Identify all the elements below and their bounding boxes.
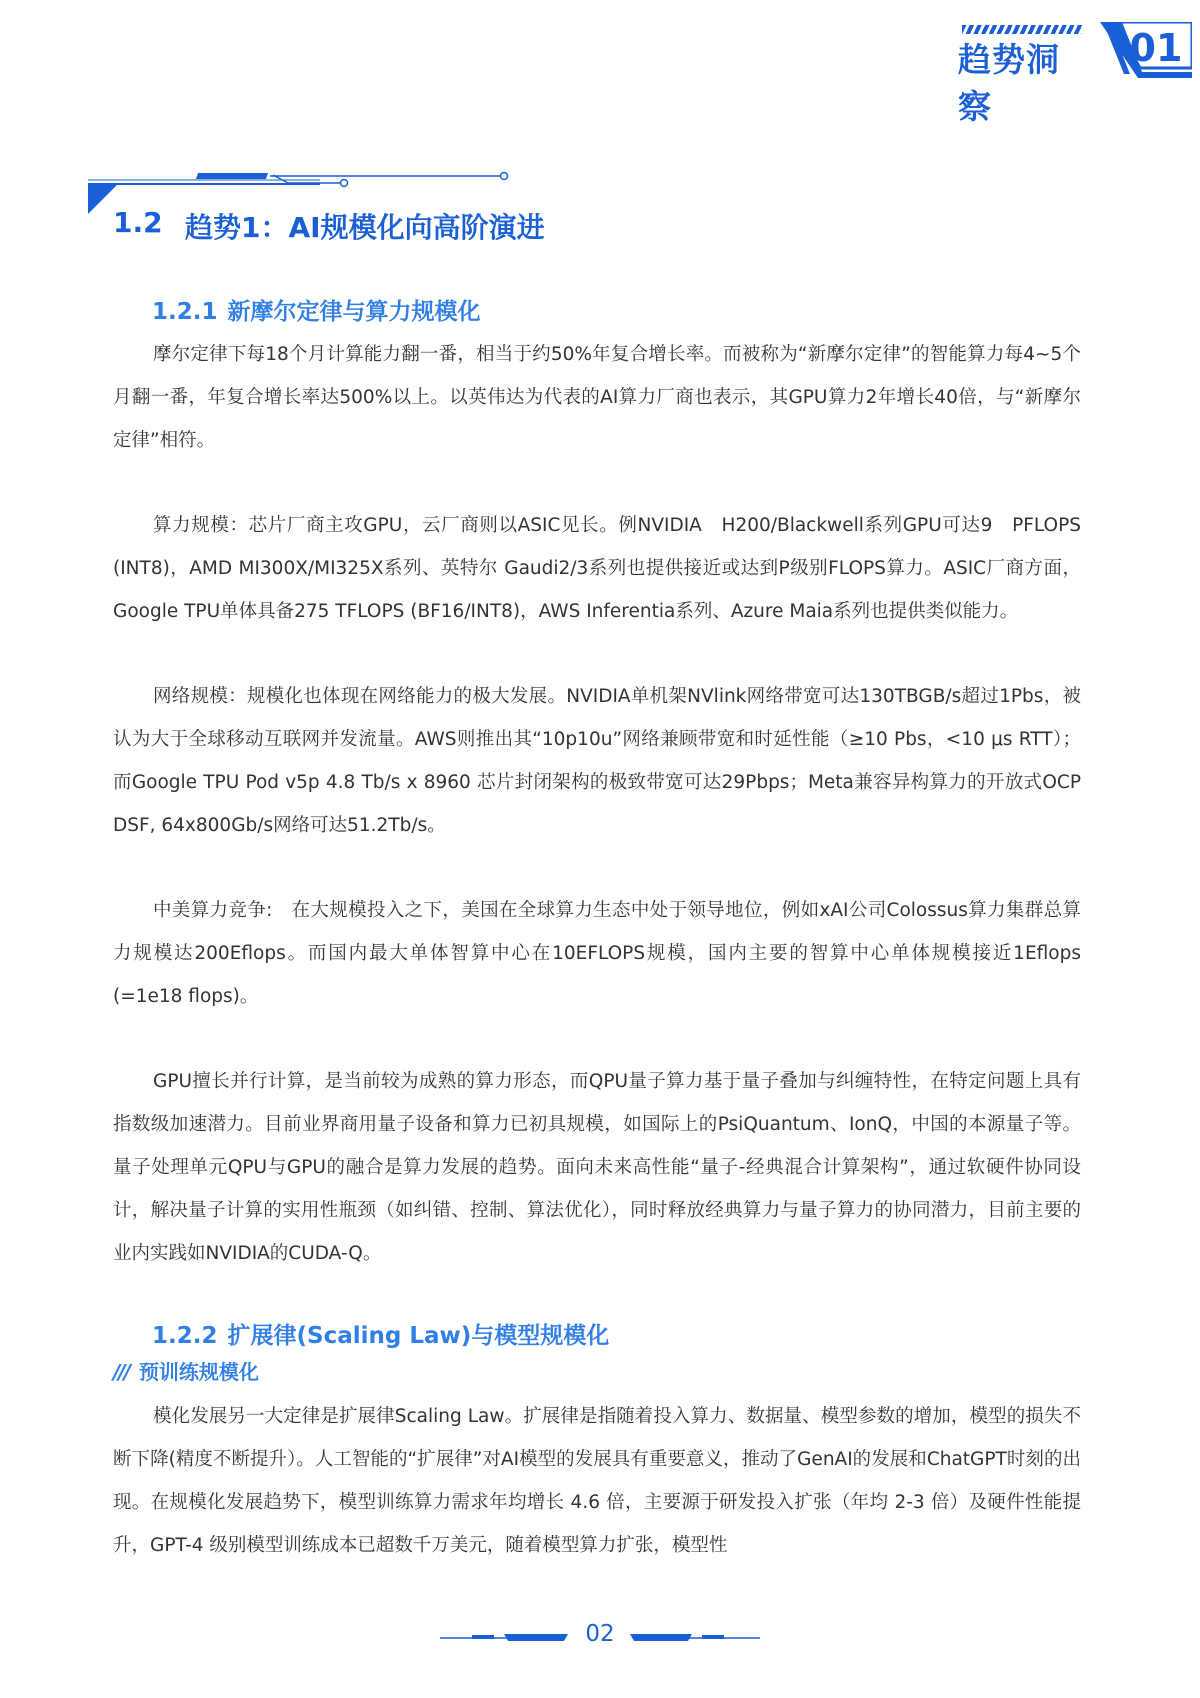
paragraph: 算力规模：芯片厂商主攻GPU，云厂商则以ASIC见长。例NVIDIA H200/Blackwell系列GPU可达9 PFLOPS (INT8)，AMD MI300X/MI325X系列、英特尔 Gaudi2/3系列也提供接近或达到P级别FLOPS算力。ASIC厂商方面，Google TPU单体具备275 TFLOPS (BF16/INT8)，AWS Inferentia系列、Azure Maia系列也提供类似能力。: [113, 515, 1081, 622]
slash-prefix-icon: ///: [113, 1360, 129, 1384]
paragraph: 网络规模：规模化也体现在网络能力的极大发展。NVIDIA单机架NVlink网络带宽可达130TBGB/s超过1Pbs，被认为大于全球移动互联网并发流量。AWS则推出其“10p10u”网络兼顾带宽和时延性能（≥10 Pbs，<10 μs RTT）；而Google TPU Pod v5p 4.8 Tb/s x 8960 芯片封闭架构的极致带宽可达29Pbps；Meta兼容异构算力的开放式OCP DSF, 64x800Gb/s网络可达51.2Tb/s。: [113, 686, 1081, 836]
subsection-title-1: 新摩尔定律与算力规模化: [227, 299, 481, 325]
subsection-title-2: 扩展律(Scaling Law)与模型规模化: [227, 1323, 610, 1349]
header-badge-number: 01: [1129, 26, 1183, 70]
page-number: 02: [585, 1621, 615, 1647]
paragraph: 摩尔定律下每18个月计算能力翻一番，相当于约50%年复合增长率。而被称为“新摩尔定律”的智能算力每4~5个月翻一番，年复合增长率达500%以上。以英伟达为代表的AI算力厂商也表示，其GPU算力2年增长40倍，与“新摩尔定律”相符。: [113, 344, 1081, 451]
paragraph: 中美算力竞争: 在大规模投入之下，美国在全球算力生态中处于领导地位，例如xAI公司Colossus算力集群总算力规模达200Eflops。而国内最大单体智算中心在10EFLOPS规模，国内主要的智算中心单体规模接近1Eflops (=1e18 flops)。: [113, 900, 1081, 1007]
sub-subsection-heading: [113, 1356, 259, 1385]
subsection-heading-2: [152, 1317, 609, 1350]
subsection-heading-1: [152, 293, 481, 326]
sub-subsection-title: 预训练规模化: [138, 1360, 259, 1384]
section-number: 1.2: [113, 206, 163, 239]
header-badge-title: 趋势洞察: [958, 40, 1060, 126]
subsection-number-2: 1.2.2: [152, 1323, 218, 1349]
subsection-number-1: 1.2.1: [152, 299, 218, 325]
header-stripes: [962, 25, 1082, 34]
section-title: 趋势1：AI规模化向高阶演进: [185, 211, 545, 244]
paragraph: GPU擅长并行计算，是当前较为成熟的算力形态，而QPU量子算力基于量子叠加与纠缠特性，在特定问题上具有指数级加速潜力。目前业界商用量子设备和算力已初具规模，如国际上的PsiQuantum、IonQ，中国的本源量子等。量子处理单元QPU与GPU的融合是算力发展的趋势。面向未来高性能“量子-经典混合计算架构”，通过软硬件协同设计，解决量子计算的实用性瓶颈（如纠错、控制、算法优化），同时释放经典算力与量子算力的协同潜力，目前主要的业内实践如NVIDIA的CUDA-Q。: [113, 1071, 1081, 1264]
paragraph: 模化发展另一大定律是扩展律Scaling Law。扩展律是指随着投入算力、数据量、模型参数的增加，模型的损失不断下降(精度不断提升）。人工智能的“扩展律”对AI模型的发展具有重要意义，推动了GenAI的发展和ChatGPT时刻的出现。在规模化发展趋势下，模型训练算力需求年均增长 4.6 倍，主要源于研发投入扩张（年均 2-3 倍）及硬件性能提升，GPT-4 级别模型训练成本已超数千万美元，随着模型算力扩张，模型性: [113, 1406, 1081, 1556]
